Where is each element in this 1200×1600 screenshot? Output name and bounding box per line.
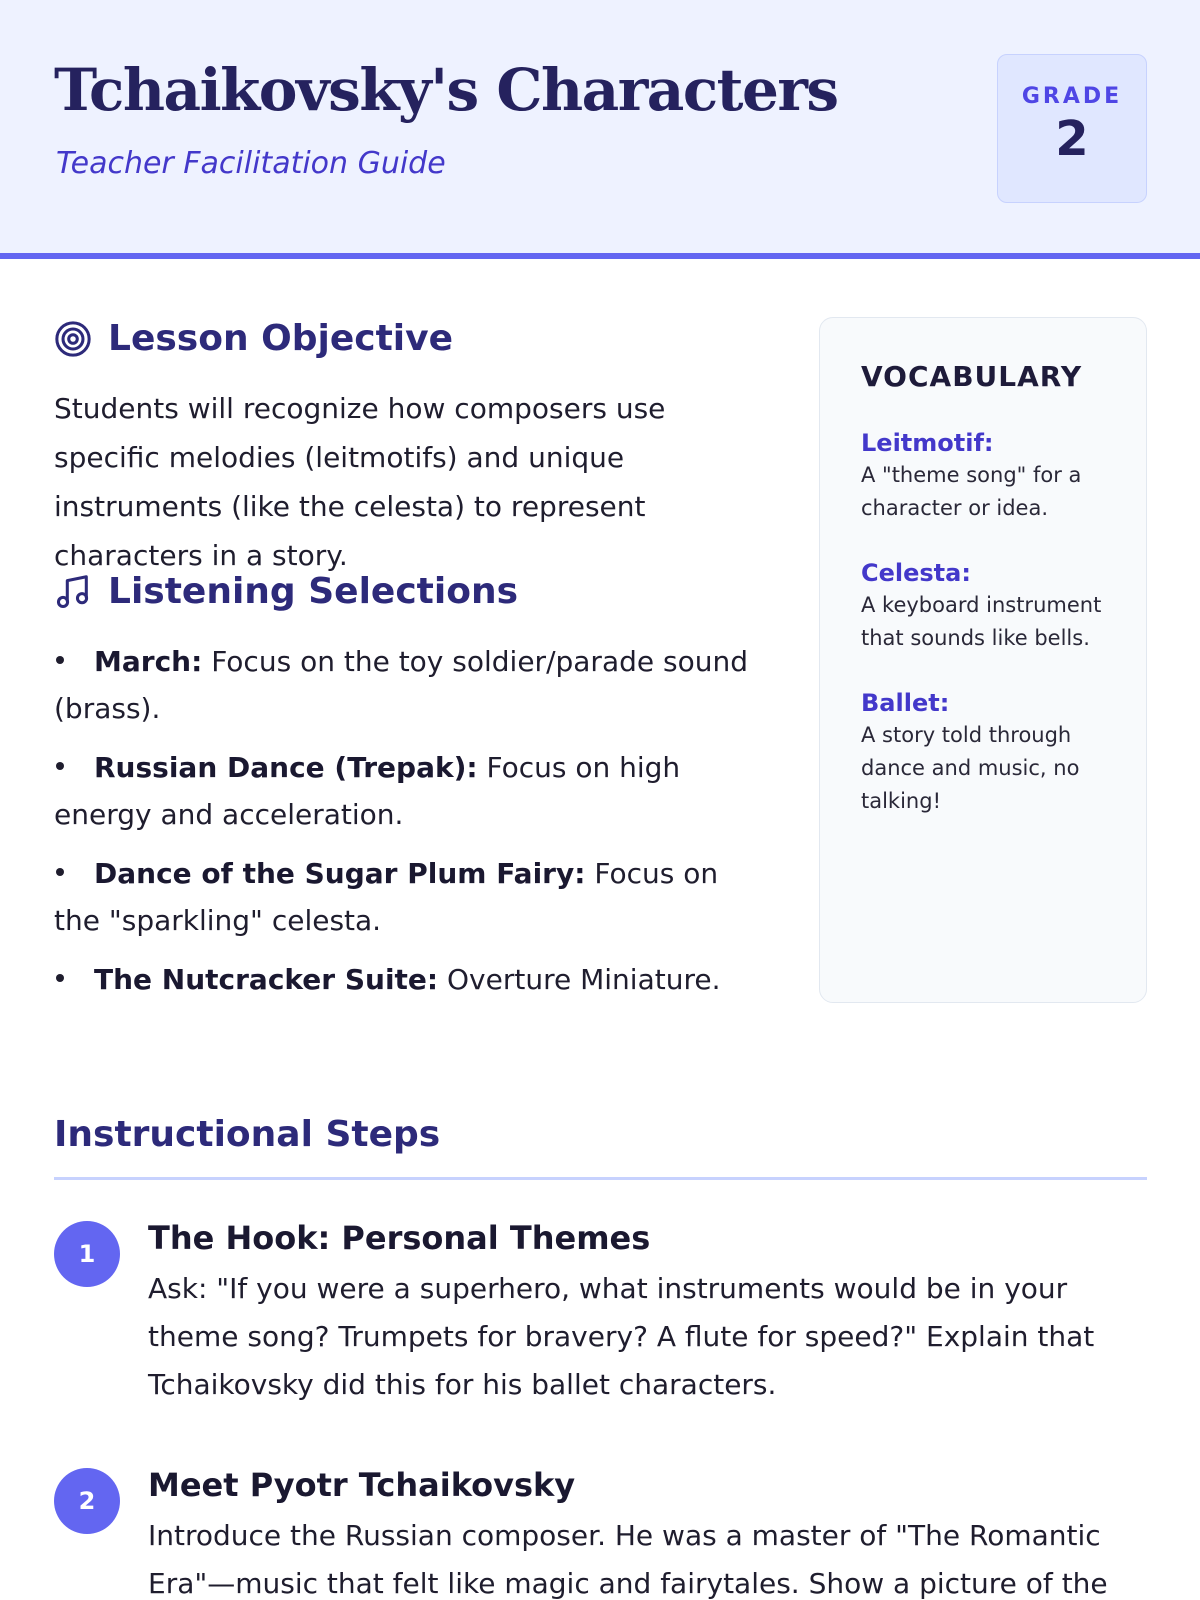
list-item	[54, 850, 759, 944]
vocabulary-title: VOCABULARY	[861, 360, 1083, 393]
objective-heading-text: Lesson Objective	[108, 318, 454, 359]
vocabulary-panel	[819, 317, 1147, 1003]
page-subtitle: Teacher Facilitation Guide	[56, 146, 446, 181]
bullet	[56, 868, 64, 876]
vocab-term: Celesta:	[861, 559, 971, 587]
vocab-term: Leitmotif:	[861, 429, 994, 457]
grade-value: 2	[1055, 111, 1089, 167]
bullet	[56, 974, 64, 982]
music-note-icon	[54, 573, 92, 611]
grade-badge	[997, 54, 1147, 203]
step-text: Introduce the Russian composer. He was a master of "The Romantic Era"—music that felt like magic and fairytales. Show a picture of the	[148, 1519, 1108, 1600]
header	[0, 0, 1200, 259]
listening-heading	[54, 571, 518, 612]
listening-list	[54, 638, 759, 1015]
bullet	[56, 656, 64, 664]
listening-heading-text: Listening Selections	[108, 571, 519, 612]
target-icon	[54, 320, 92, 358]
selection-desc: Overture Miniature.	[438, 963, 721, 996]
grade-label: GRADE	[1021, 84, 1123, 109]
step-title: Meet Pyotr Tchaikovsky	[148, 1466, 576, 1504]
vocab-definition: A keyboard instrument that sounds like bells.	[861, 593, 1102, 650]
page-title: Tchaikovsky's Characters	[54, 56, 838, 124]
divider	[54, 1177, 1147, 1180]
selection-name: Dance of the Sugar Plum Fairy:	[94, 857, 586, 890]
step-number: 2	[54, 1468, 120, 1534]
vocab-term: Ballet:	[861, 689, 950, 717]
vocab-definition: A "theme song" for a character or idea.	[861, 463, 1082, 520]
list-item	[54, 638, 759, 732]
bullet	[56, 762, 64, 770]
list-item	[54, 744, 759, 838]
objective-heading	[54, 318, 453, 359]
list-item	[54, 956, 759, 1003]
selection-name: The Nutcracker Suite:	[94, 963, 439, 996]
objective-text: Students will recognize how composers use specific melodies (leitmotifs) and unique instruments (like the celesta) to represent characters in a story.	[54, 392, 666, 572]
step-title: The Hook: Personal Themes	[148, 1219, 651, 1257]
selection-name: March:	[94, 645, 203, 678]
selection-desc: Focus on the toy soldier/parade sound (brass).	[54, 645, 748, 725]
selection-desc: Focus on the "sparkling" celesta.	[54, 857, 719, 937]
selection-name: Russian Dance (Trepak):	[94, 751, 478, 784]
step-number: 1	[54, 1221, 120, 1287]
selection-desc: Focus on high energy and acceleration.	[54, 751, 681, 831]
vocab-definition: A story told through dance and music, no talking!	[861, 723, 1080, 813]
step-text: Ask: "If you were a superhero, what instruments would be in your theme song? Trumpets for bravery? A flute for speed?" Explain that Tchaikovsky did this for his ballet characters.	[148, 1272, 1095, 1401]
steps-title: Instructional Steps	[54, 1114, 441, 1155]
